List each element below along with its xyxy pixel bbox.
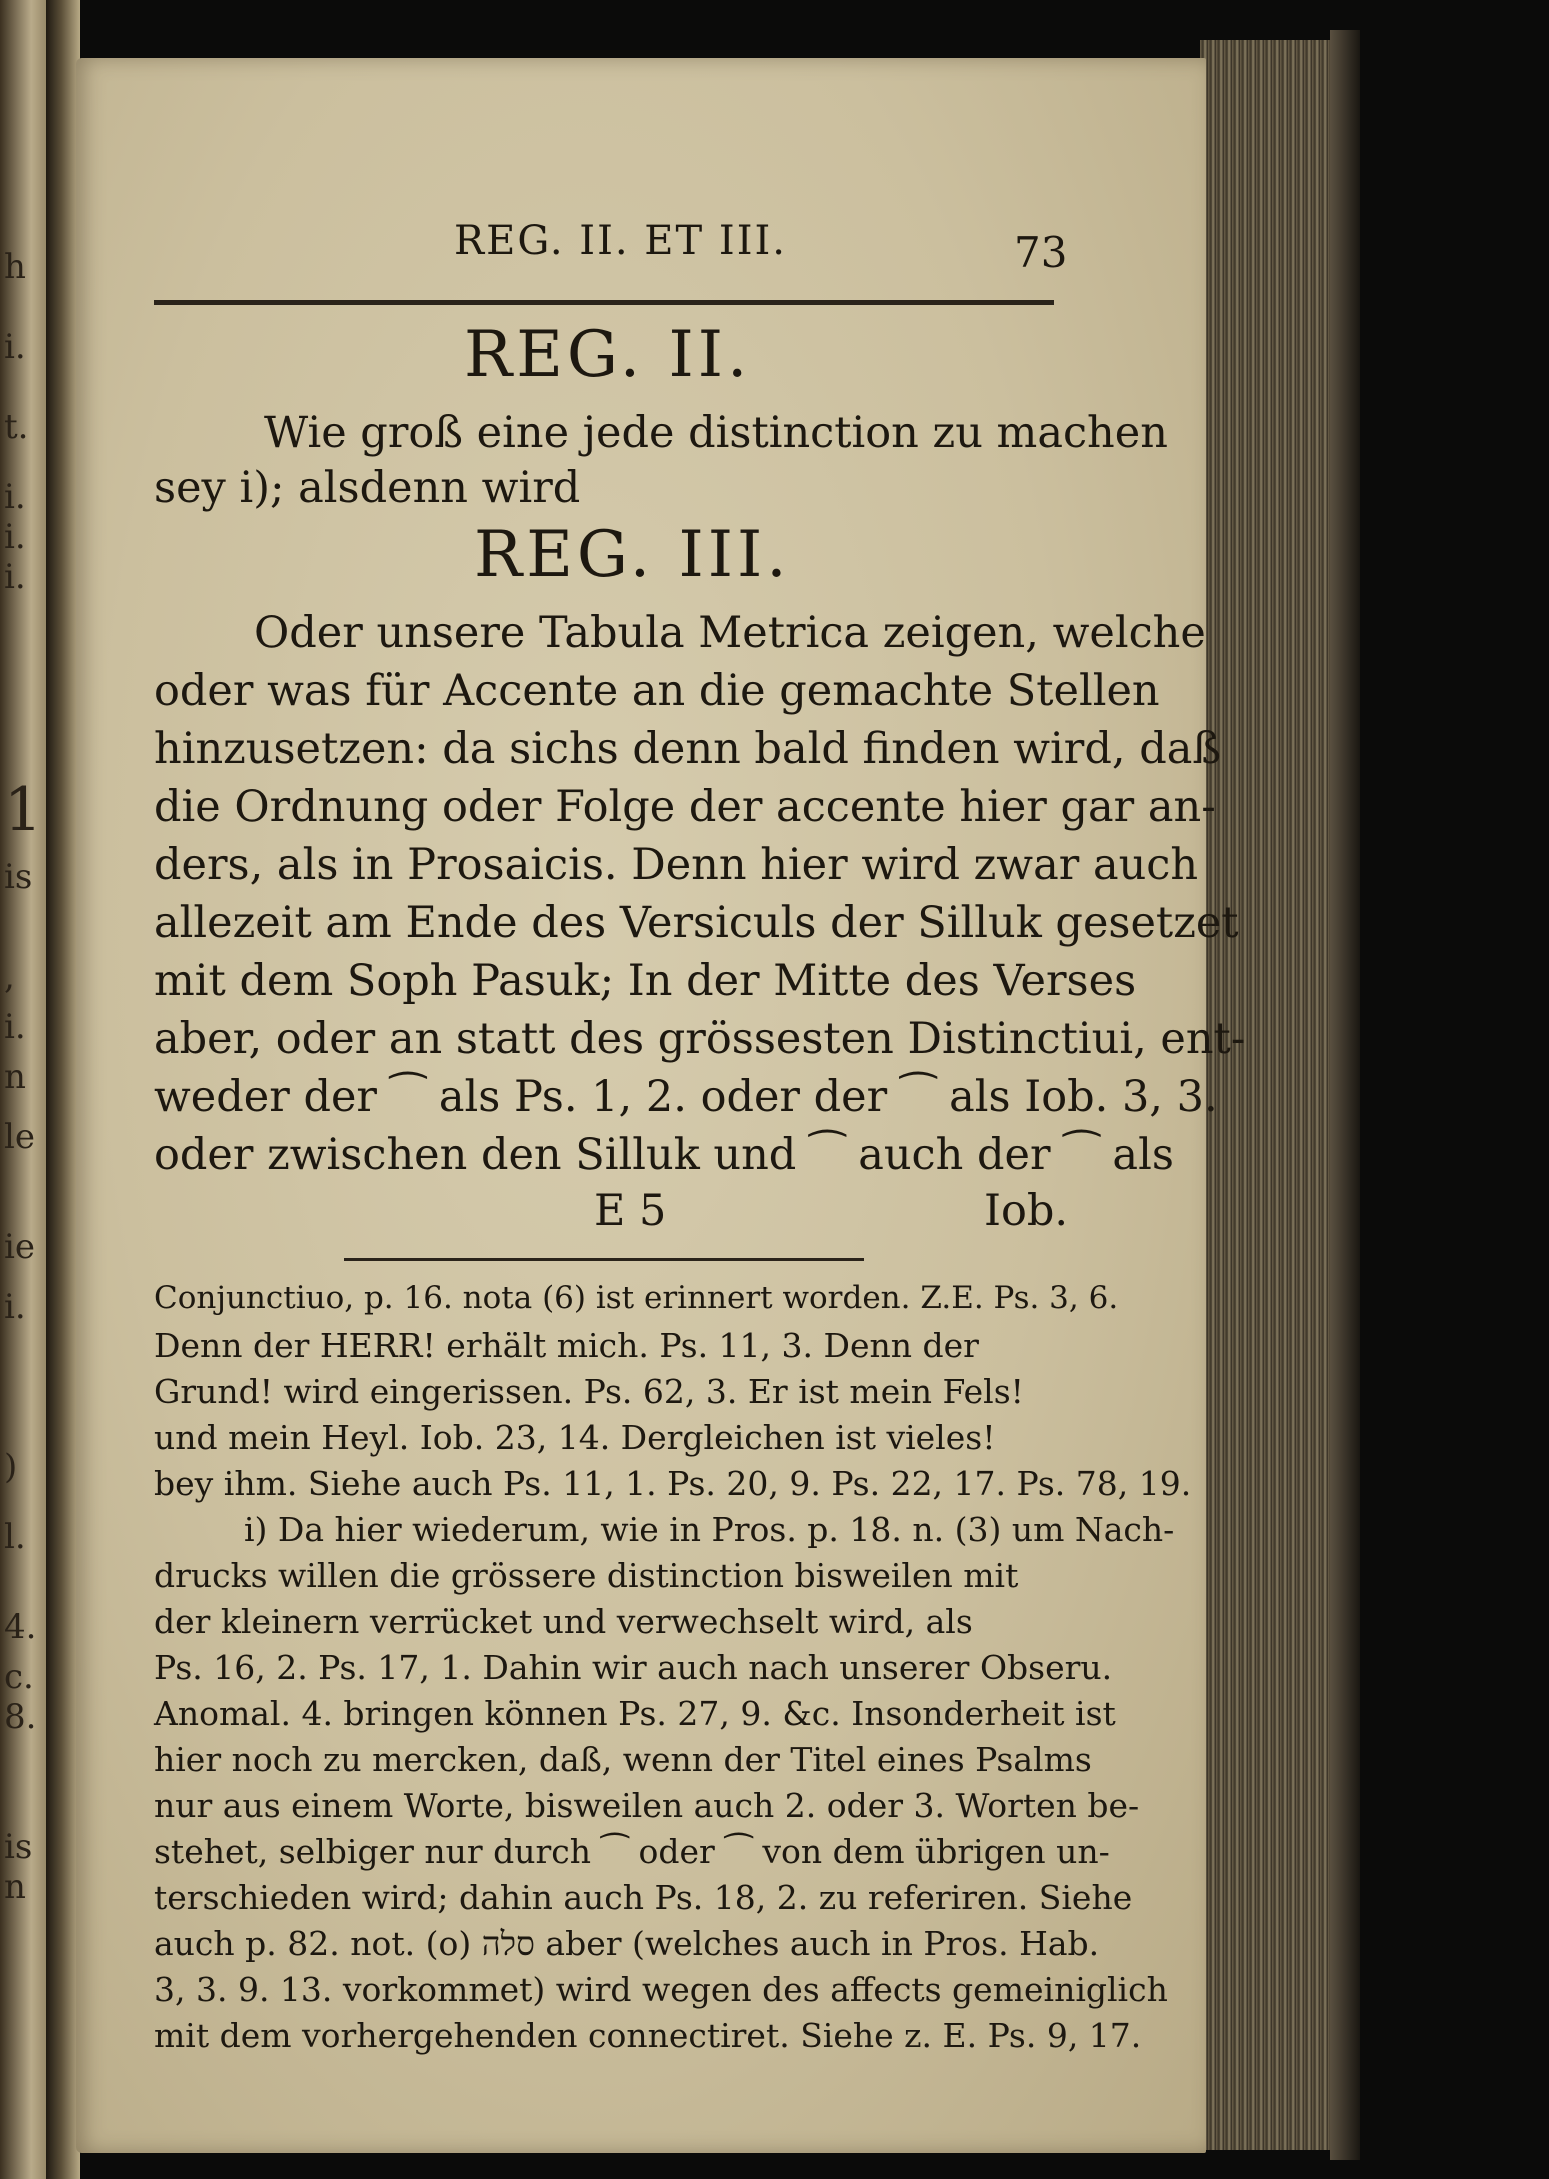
left-fragment: is bbox=[4, 857, 33, 897]
book-gutter bbox=[46, 0, 80, 2179]
body-line: die Ordnung oder Folge der accente hier gar an- bbox=[154, 782, 1216, 832]
footnote-line: drucks willen die grössere distinction bisweilen mit bbox=[154, 1556, 1019, 1595]
left-fragment: 1 bbox=[4, 775, 43, 845]
body-line: mit dem Soph Pasuk; In der Mitte des Verses bbox=[154, 956, 1137, 1006]
left-fragment: 4. bbox=[4, 1607, 37, 1647]
left-fragment: t. bbox=[4, 407, 29, 447]
footnote-line: Ps. 16, 2. Ps. 17, 1. Dahin wir auch nach unserer Obseru. bbox=[154, 1648, 1113, 1687]
footnote-line: 3, 3. 9. 13. vorkommet) wird wegen des affects gemeiniglich bbox=[154, 1970, 1168, 2009]
left-fragment: i. bbox=[4, 327, 26, 367]
left-fragment: i. bbox=[4, 477, 26, 517]
footnote-line: stehet, selbiger nur durch ⁀ oder ⁀ von dem übrigen un- bbox=[154, 1832, 1110, 1871]
left-page-edge bbox=[0, 0, 52, 2179]
body-line: allezeit am Ende des Versiculs der Silluk gesetzet bbox=[154, 898, 1239, 948]
left-fragment: le bbox=[4, 1117, 35, 1157]
page-edges-shadow bbox=[1330, 30, 1360, 2160]
footnote-line: hier noch zu mercken, daß, wenn der Titel eines Psalms bbox=[154, 1740, 1092, 1779]
footnote-line: terschieden wird; dahin auch Ps. 18, 2. zu referiren. Siehe bbox=[154, 1878, 1133, 1917]
left-fragment: n bbox=[4, 1057, 26, 1097]
body-line: Oder unsere Tabula Metrica zeigen, welche bbox=[254, 608, 1206, 658]
left-fragment: h bbox=[4, 247, 26, 287]
left-fragment: , bbox=[4, 957, 15, 997]
footnote-line: nur aus einem Worte, bisweilen auch 2. oder 3. Worten be- bbox=[154, 1786, 1140, 1825]
body-line: hinzusetzen: da sichs denn bald finden wird, daß bbox=[154, 724, 1222, 774]
footnote-line: auch p. 82. not. (o) סלה aber (welches auch in Pros. Hab. bbox=[154, 1924, 1100, 1963]
left-fragment: l. bbox=[4, 1517, 26, 1557]
footnote-line: Anomal. 4. bringen können Ps. 27, 9. &c. Insonderheit ist bbox=[154, 1694, 1116, 1733]
left-fragment: i. bbox=[4, 517, 26, 557]
footnote-line: i) Da hier wiederum, wie in Pros. p. 18. n. (3) um Nach- bbox=[244, 1510, 1175, 1549]
body-line: aber, oder an statt des grössesten Distinctiui, ent- bbox=[154, 1014, 1246, 1064]
footnote-line: bey ihm. Siehe auch Ps. 11, 1. Ps. 20, 9. Ps. 22, 17. Ps. 78, 19. bbox=[154, 1464, 1192, 1503]
body-line: weder der ⁀ als Ps. 1, 2. oder der ⁀ als Iob. 3, 3. bbox=[154, 1072, 1218, 1122]
footnote-line: Grund! wird eingerissen. Ps. 62, 3. Er ist mein Fels! bbox=[154, 1372, 1024, 1411]
header-rule bbox=[154, 300, 1054, 305]
left-fragment: c. bbox=[4, 1657, 34, 1697]
left-fragment: n bbox=[4, 1867, 26, 1907]
book-page bbox=[76, 58, 1246, 2153]
left-fragment: is bbox=[4, 1827, 33, 1867]
heading-reg-3: REG. III. bbox=[474, 518, 791, 592]
footnote-line: der kleinern verrücket und verwechselt wird, als bbox=[154, 1602, 973, 1641]
body-line: oder was für Accente an die gemachte Stellen bbox=[154, 666, 1160, 716]
page-edges bbox=[1200, 40, 1350, 2150]
footnote-line: und mein Heyl. Iob. 23, 14. Dergleichen ist vieles! bbox=[154, 1418, 996, 1457]
running-head: REG. II. ET III. bbox=[454, 218, 788, 264]
body-line: oder zwischen den Silluk und ⁀ auch der ⁀ als bbox=[154, 1130, 1174, 1180]
body-line: sey i); alsdenn wird bbox=[154, 463, 581, 513]
left-fragment: 8. bbox=[4, 1697, 37, 1737]
body-line: Wie groß eine jede distinction zu machen bbox=[264, 408, 1168, 458]
footnote-line: Conjunctiuo, p. 16. nota (6) ist erinnert worden. Z.E. Ps. 3, 6. bbox=[154, 1280, 1119, 1316]
left-fragment: i. bbox=[4, 1007, 26, 1047]
left-fragment: i. bbox=[4, 1287, 26, 1327]
page-number: 73 bbox=[1014, 228, 1068, 277]
heading-reg-2: REG. II. bbox=[464, 318, 752, 392]
signature-mark: E 5 bbox=[594, 1186, 667, 1236]
left-fragment: ie bbox=[4, 1227, 35, 1267]
footnote-line: mit dem vorhergehenden connectiret. Siehe z. E. Ps. 9, 17. bbox=[154, 2016, 1142, 2055]
footnote-rule bbox=[344, 1258, 864, 1261]
left-fragment: i. bbox=[4, 557, 26, 597]
catchword: Iob. bbox=[984, 1186, 1069, 1236]
left-fragment: ) bbox=[4, 1447, 18, 1487]
footnote-line: Denn der HERR! erhält mich. Ps. 11, 3. Denn der bbox=[154, 1326, 979, 1365]
body-line: ders, als in Prosaicis. Denn hier wird zwar auch bbox=[154, 840, 1199, 890]
